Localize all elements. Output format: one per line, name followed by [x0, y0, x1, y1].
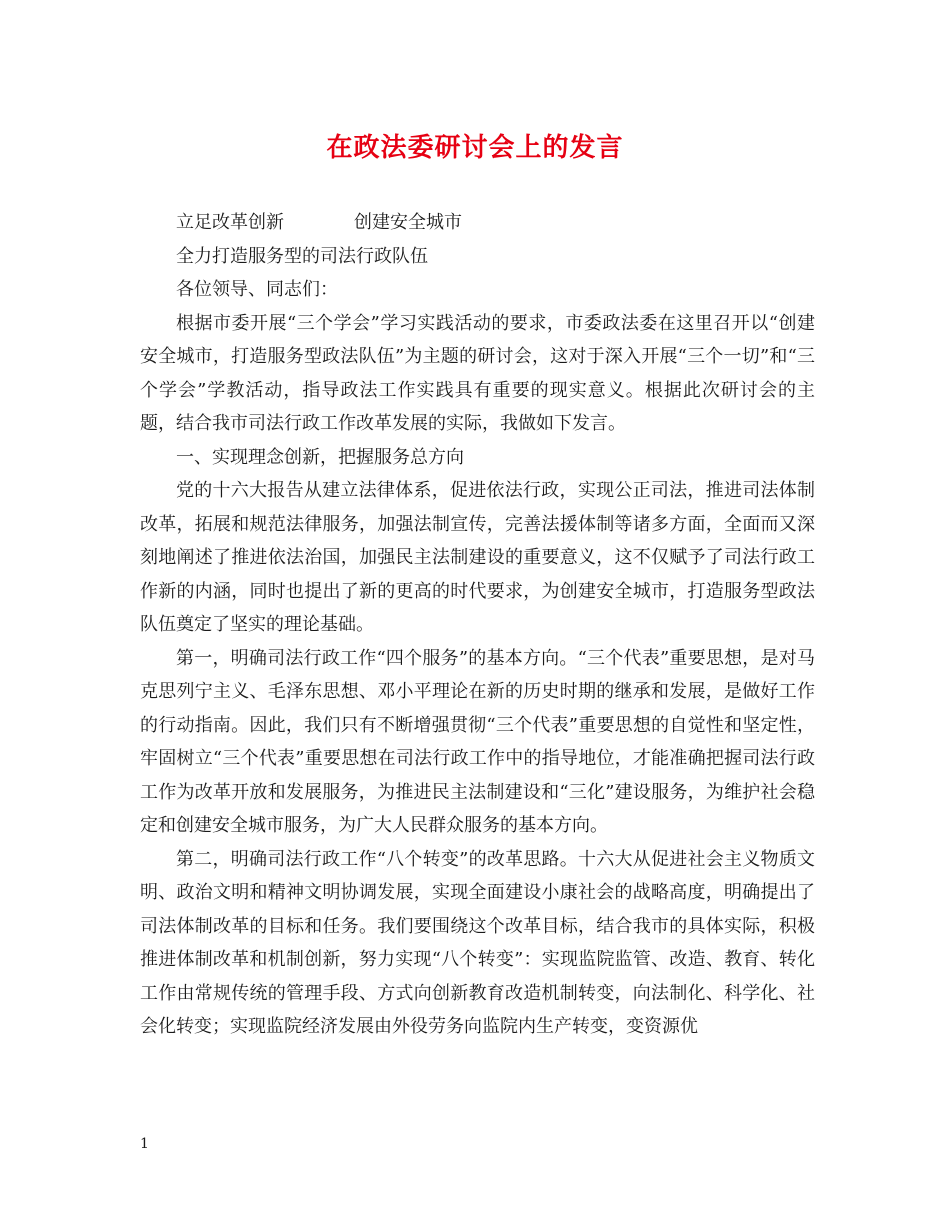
document-title: 在政法委研讨会上的发言	[326, 133, 624, 163]
subtitle-left: 立足改革创新	[176, 212, 284, 233]
paragraph: 根据市委开展“三个学会”学习实践活动的要求，市委政法委在这里召开以“创建安全城市，打造服务型政法队伍”为主题的研讨会，这对于深入开展“三个一切”和“三个学会”学教活动，指导政法工作实践具有重要的现实意义。根据此次研讨会的主题，结合我市司法行政工作改革发展的实际，我做如下发言。	[140, 312, 815, 434]
greeting: 各位领导、同志们：	[176, 279, 338, 300]
page-number: 1	[140, 1136, 149, 1152]
paragraph: 第一，明确司法行政工作“四个服务”的基本方向。“三个代表”重要思想，是对马克思列宁主义、毛泽东思想、邓小平理论在新的历史时期的继承和发展，是做好工作的行动指南。因此，我们只有不断增强贯彻“三个代表”重要思想的自觉性和坚定性，牢固树立“三个代表”重要思想在司法行政工作中的指导地位，才能准确把握司法行政工作为改革开放和发展服务，为推进民主法制建设和“三化”建设服务，为维护社会稳定和创建安全城市服务，为广大人民群众服务的基本方向。	[140, 647, 815, 836]
paragraph: 第二，明确司法行政工作“八个转变”的改革思路。十六大从促进社会主义物质文明、政治文明和精神文明协调发展，实现全面建设小康社会的战略高度，明确提出了司法体制改革的目标和任务。我们要围绕这个改革目标，结合我市的具体实际，积极推进体制改革和机制创新，努力实现“八个转变”：实现监院监管、改造、教育、转化工作由常规传统的管理手段、方式向创新教育改造机制转变，向法制化、科学化、社会化转变；实现监院经济发展由外役劳务向监院内生产转变，变资源优	[140, 848, 815, 1037]
document-body	[140, 206, 815, 1044]
section-heading: 一、实现理念创新，把握服务总方向	[176, 446, 464, 468]
subtitle-line-1	[140, 206, 815, 240]
subtitle-line-2: 全力打造服务型的司法行政队伍	[176, 245, 428, 267]
paragraph: 党的十六大报告从建立法律体系，促进依法行政，实现公正司法，推进司法体制改革，拓展和规范法律服务，加强法制宣传，完善法援体制等诸多方面，全面而又深刻地阐述了推进依法治国，加强民主法制建设的重要意义，这不仅赋予了司法行政工作新的内涵，同时也提出了新的更高的时代要求，为创建安全城市，打造服务型政法队伍奠定了坚实的理论基础。	[140, 480, 815, 635]
subtitle-right: 创建安全城市	[354, 212, 462, 233]
